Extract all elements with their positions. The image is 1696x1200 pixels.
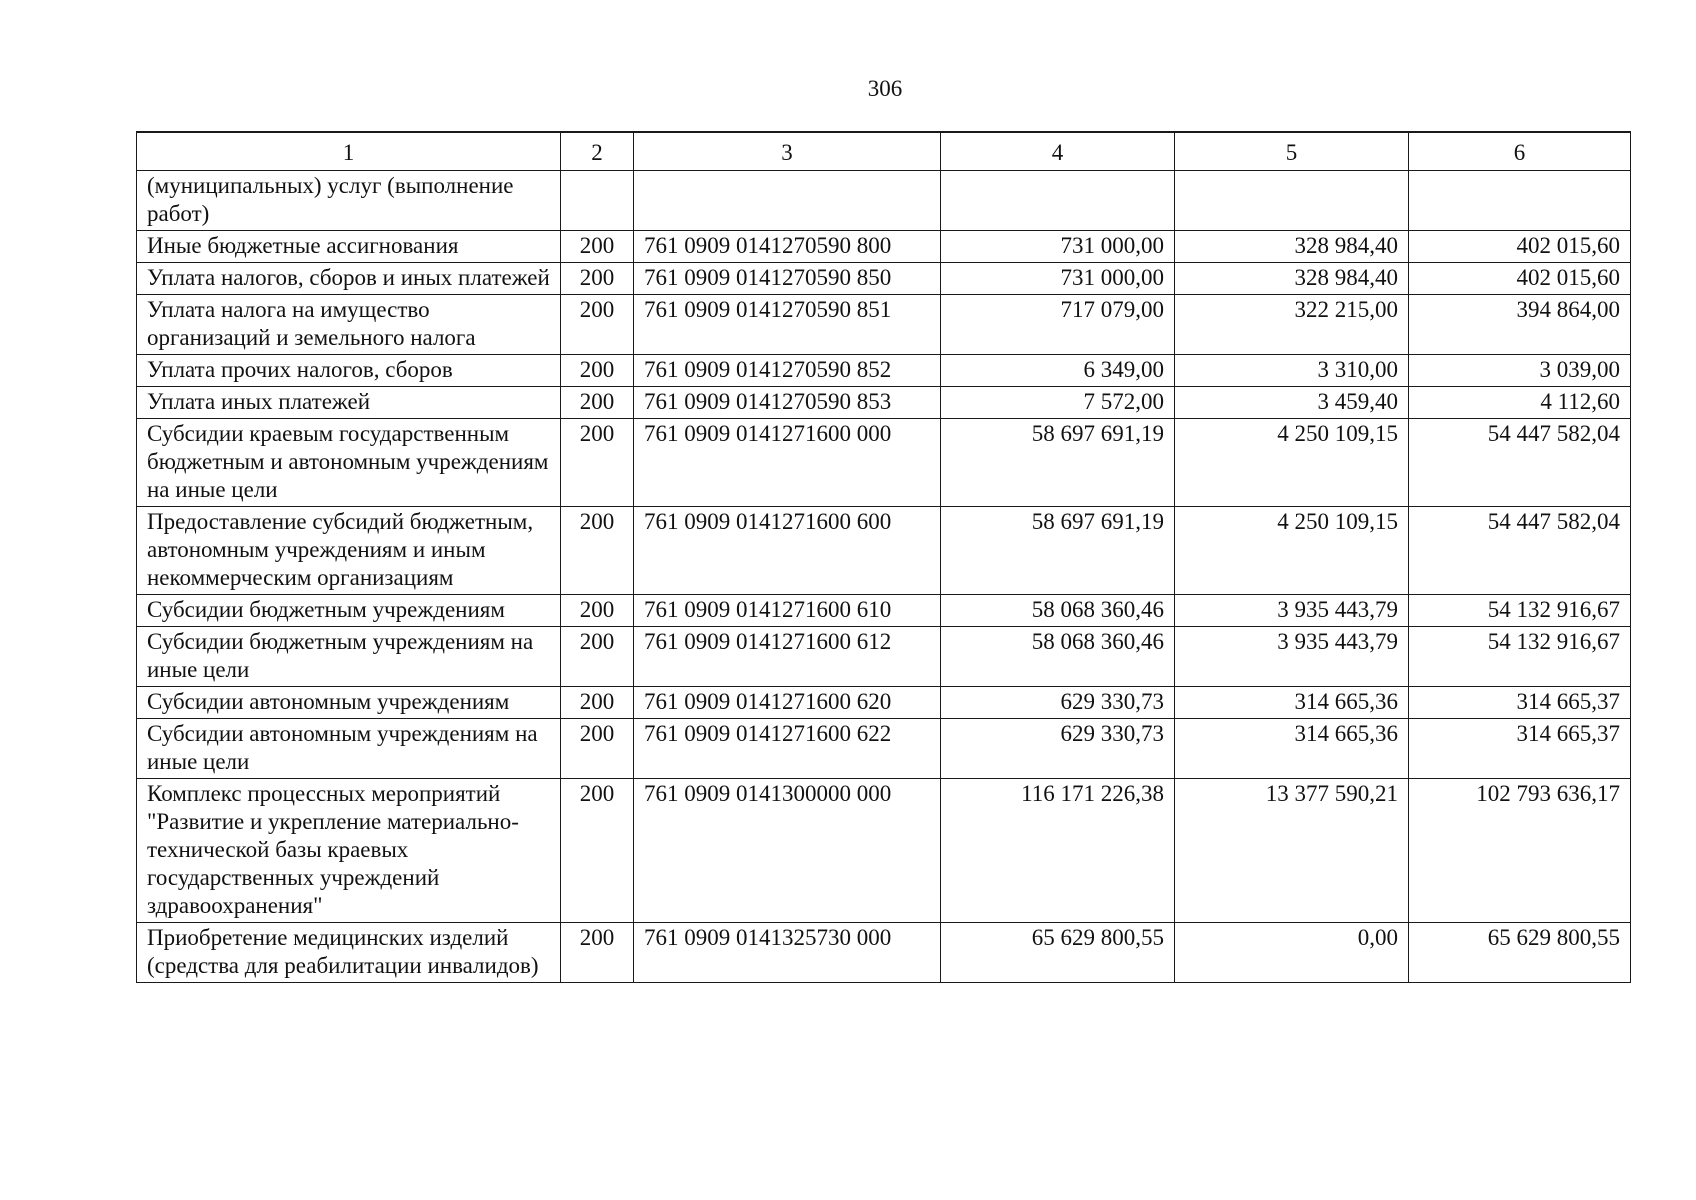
cell-col2: 200 <box>561 231 634 263</box>
cell-col4-amount: 731 000,00 <box>941 231 1175 263</box>
cell-col5-amount: 322 215,00 <box>1175 295 1409 355</box>
cell-col5-amount: 314 665,36 <box>1175 687 1409 719</box>
cell-col5-amount: 3 310,00 <box>1175 355 1409 387</box>
cell-col2: 200 <box>561 387 634 419</box>
table-row <box>137 419 1631 507</box>
header-col-5: 5 <box>1175 132 1409 171</box>
cell-code: 761 0909 0141300000 000 <box>634 779 941 923</box>
cell-col2: 200 <box>561 923 634 983</box>
table-row <box>137 779 1631 923</box>
cell-code: 761 0909 0141270590 800 <box>634 231 941 263</box>
cell-code: 761 0909 0141271600 610 <box>634 595 941 627</box>
cell-col6-amount: 102 793 636,17 <box>1409 779 1631 923</box>
cell-name: (муниципальных) услуг (выполнение работ) <box>137 171 561 231</box>
table-row <box>137 687 1631 719</box>
page-number: 306 <box>867 76 903 101</box>
table-row <box>137 387 1631 419</box>
cell-code: 761 0909 0141270590 852 <box>634 355 941 387</box>
header-row <box>137 132 1631 171</box>
cell-col5-amount: 314 665,36 <box>1175 719 1409 779</box>
cell-name: Уплата налога на имущество организаций и земельного налога <box>137 295 561 355</box>
cell-col6-amount: 394 864,00 <box>1409 295 1631 355</box>
table-header <box>137 132 1631 171</box>
cell-name: Субсидии бюджетным учреждениям <box>137 595 561 627</box>
header-col-2: 2 <box>561 132 634 171</box>
cell-col2: 200 <box>561 507 634 595</box>
cell-col6-amount: 314 665,37 <box>1409 687 1631 719</box>
cell-name: Уплата прочих налогов, сборов <box>137 355 561 387</box>
table-row <box>137 231 1631 263</box>
table-row <box>137 627 1631 687</box>
table-row <box>137 719 1631 779</box>
cell-col2: 200 <box>561 687 634 719</box>
table-row <box>137 295 1631 355</box>
cell-col4-amount: 116 171 226,38 <box>941 779 1175 923</box>
cell-col5-amount: 3 459,40 <box>1175 387 1409 419</box>
table-row <box>137 595 1631 627</box>
cell-name: Субсидии автономным учреждениям на иные цели <box>137 719 561 779</box>
cell-col4-amount <box>941 171 1175 231</box>
cell-col2 <box>561 171 634 231</box>
cell-code: 761 0909 0141271600 620 <box>634 687 941 719</box>
cell-col6-amount: 65 629 800,55 <box>1409 923 1631 983</box>
cell-col6-amount: 314 665,37 <box>1409 719 1631 779</box>
cell-col4-amount: 58 697 691,19 <box>941 507 1175 595</box>
cell-code: 761 0909 0141271600 612 <box>634 627 941 687</box>
cell-col6-amount: 402 015,60 <box>1409 231 1631 263</box>
cell-code: 761 0909 0141270590 853 <box>634 387 941 419</box>
cell-col4-amount: 731 000,00 <box>941 263 1175 295</box>
cell-col5-amount: 4 250 109,15 <box>1175 419 1409 507</box>
cell-col2: 200 <box>561 719 634 779</box>
cell-name: Субсидии автономным учреждениям <box>137 687 561 719</box>
cell-code: 761 0909 0141270590 850 <box>634 263 941 295</box>
cell-col6-amount: 54 132 916,67 <box>1409 595 1631 627</box>
table-body <box>137 171 1631 983</box>
cell-code: 761 0909 0141270590 851 <box>634 295 941 355</box>
cell-col4-amount: 6 349,00 <box>941 355 1175 387</box>
cell-name: Уплата иных платежей <box>137 387 561 419</box>
cell-col4-amount: 58 697 691,19 <box>941 419 1175 507</box>
cell-col4-amount: 629 330,73 <box>941 687 1175 719</box>
cell-col6-amount <box>1409 171 1631 231</box>
cell-col5-amount: 3 935 443,79 <box>1175 627 1409 687</box>
cell-col5-amount: 3 935 443,79 <box>1175 595 1409 627</box>
cell-col4-amount: 58 068 360,46 <box>941 595 1175 627</box>
cell-col2: 200 <box>561 355 634 387</box>
cell-col5-amount: 0,00 <box>1175 923 1409 983</box>
table-row <box>137 171 1631 231</box>
cell-code <box>634 171 941 231</box>
table-row <box>137 923 1631 983</box>
cell-col6-amount: 54 132 916,67 <box>1409 627 1631 687</box>
table-row <box>137 507 1631 595</box>
cell-col6-amount: 54 447 582,04 <box>1409 507 1631 595</box>
cell-name: Уплата налогов, сборов и иных платежей <box>137 263 561 295</box>
cell-col2: 200 <box>561 779 634 923</box>
cell-col2: 200 <box>561 627 634 687</box>
cell-col2: 200 <box>561 263 634 295</box>
cell-col6-amount: 3 039,00 <box>1409 355 1631 387</box>
cell-col4-amount: 7 572,00 <box>941 387 1175 419</box>
cell-col2: 200 <box>561 419 634 507</box>
cell-name: Предоставление субсидий бюджетным, автономным учреждениям и иным некоммерческим организациям <box>137 507 561 595</box>
cell-col5-amount: 13 377 590,21 <box>1175 779 1409 923</box>
cell-col6-amount: 4 112,60 <box>1409 387 1631 419</box>
header-col-4: 4 <box>941 132 1175 171</box>
cell-name: Комплекс процессных мероприятий "Развитие и укрепление материально-технической базы краевых государственных учреждений здравоохранения" <box>137 779 561 923</box>
cell-name: Субсидии краевым государственным бюджетным и автономным учреждениям на иные цели <box>137 419 561 507</box>
header-col-1: 1 <box>137 132 561 171</box>
cell-code: 761 0909 0141325730 000 <box>634 923 941 983</box>
cell-col4-amount: 65 629 800,55 <box>941 923 1175 983</box>
budget-table <box>136 131 1631 983</box>
cell-code: 761 0909 0141271600 622 <box>634 719 941 779</box>
table-row <box>137 355 1631 387</box>
cell-col4-amount: 629 330,73 <box>941 719 1175 779</box>
header-col-6: 6 <box>1409 132 1631 171</box>
cell-name: Субсидии бюджетным учреждениям на иные цели <box>137 627 561 687</box>
cell-col6-amount: 402 015,60 <box>1409 263 1631 295</box>
cell-col4-amount: 58 068 360,46 <box>941 627 1175 687</box>
cell-col2: 200 <box>561 295 634 355</box>
cell-col4-amount: 717 079,00 <box>941 295 1175 355</box>
cell-col5-amount: 4 250 109,15 <box>1175 507 1409 595</box>
cell-col2: 200 <box>561 595 634 627</box>
cell-name: Иные бюджетные ассигнования <box>137 231 561 263</box>
cell-col5-amount: 328 984,40 <box>1175 231 1409 263</box>
cell-code: 761 0909 0141271600 000 <box>634 419 941 507</box>
cell-col5-amount <box>1175 171 1409 231</box>
cell-col6-amount: 54 447 582,04 <box>1409 419 1631 507</box>
cell-name: Приобретение медицинских изделий (средства для реабилитации инвалидов) <box>137 923 561 983</box>
header-col-3: 3 <box>634 132 941 171</box>
table-row <box>137 263 1631 295</box>
cell-code: 761 0909 0141271600 600 <box>634 507 941 595</box>
cell-col5-amount: 328 984,40 <box>1175 263 1409 295</box>
